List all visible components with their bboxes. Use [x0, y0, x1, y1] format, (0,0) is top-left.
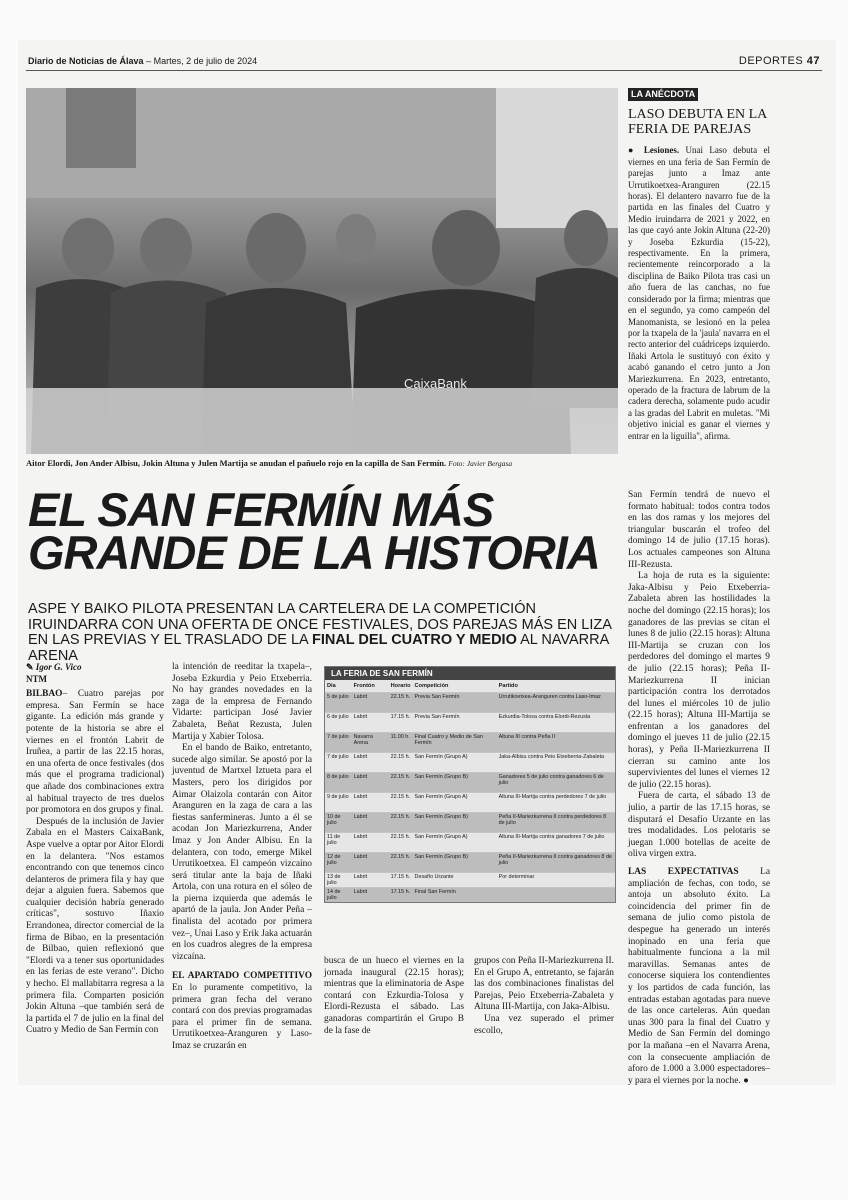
table-row	[325, 888, 615, 903]
table-cell: Peña II-Mariezkurrena II contra perdedores 8 de julio	[497, 813, 615, 833]
article-column-right	[628, 490, 770, 1087]
table-cell	[497, 888, 615, 903]
table-cell: San Fermín (Grupo A)	[413, 753, 497, 773]
col1-paragraph-1	[26, 689, 164, 817]
header-rule	[26, 70, 822, 71]
sidebar-tag: LA ANÉCDOTA	[628, 88, 698, 101]
table-cell: 11 de julio	[325, 833, 352, 853]
table-row	[325, 693, 615, 713]
table-header-row	[325, 680, 615, 693]
col1-text-1: – Cuatro parejas por empresa. San Fermín se hace gigante. La edición más grande y potente de la historia se abre el viernes en el frontón Labrit de Iruñea, a partir de las 22.15 horas, en una oferta de once festivales (dos más que el programa tradicional) que añade dos combinaciones extra al habitual trayecto de tres duelos por promotora en dos grupos y final.	[26, 689, 164, 816]
col2-paragraph-1: la intención de reeditar la txapela–, Joseba Ezkurdia y Peio Etxeberria. No hay grandes novedades en la zaga de la empresa de Fernando Vidarte: participan José Javier Zabaleta, Beñat Rezusta, Julen Martija y Xabier Tolosa.	[172, 662, 312, 742]
table-cell: Labrit	[352, 888, 389, 903]
sidebar-body: ● Lesiones. Unai Laso debuta el viernes en una feria de San Fermín de parejas junto a Imaz ante Urrutikoetxea-Aranguren (22.15 horas). El delantero navarro fue de la partida en las finales del Cuatro y Medio iruindarra de 2021 y 2022, en las que cayó ante Jokin Altuna (22-20) y Joseba Ezkurdia (15-22), respectivamente. En la primera, recientemente reincorporado a la disciplina de Baiko Pilota tras casi un año fuera de las canchas, no fue considerado por la firma; mientras que en el segundo, ya como campeón del Manomanista, se lesionó en la pelea por la txapela de la 'jaula' navarra en el recto anterior del cuádriceps izquierdo. Iñaki Artola le sustituyó con éxito y acabó ganando el cetro junto a Jon Mariezkurrena. En 2023, entretanto, operado de la fractura de labrum de la cadera derecha, solamente pudo acudir a las gradas del Labrit en muletas. "Mi objetivo inicial es ganar el viernes y entrar en la liguilla", afirma.	[628, 145, 770, 441]
table-cell: Labrit	[352, 713, 389, 733]
table-cell: Final Cuatro y Medio de San Fermín	[413, 733, 497, 753]
table-cell: Labrit	[352, 813, 389, 833]
table-cell: 13 de julio	[325, 873, 352, 888]
main-photo	[26, 88, 618, 454]
sidebar-lead: Lesiones.	[643, 145, 680, 156]
table-cell: 8 de julio	[325, 773, 352, 793]
table-row	[325, 873, 615, 888]
table-row	[325, 793, 615, 813]
table-cell: 22.15 h.	[389, 693, 413, 713]
table-body	[325, 693, 615, 903]
right-paragraph-4: LAS EXPECTATIVAS La ampliación de fechas, con todo, se antoja un absoluto éxito. La coincidencia del primer fin de semana de julio como pistola de despegue ha generado un interés inopinado en una feria que habitualmente funciona a la mil maravillas. Semanas antes de conocerse siquiera los contendientes y los partidos de cada función, las entradas estaban agotadas para nueve de las once carteleras. Aún quedan unas 300 para la final del Cuatro y Medio de San Fermín del domingo por la mañana –en el Navarra Arena, con la consecuente ampliación de aforo de 1.000 a 3.000 espectadores– y para el viernes por la noche. ●	[628, 867, 770, 1086]
table-row	[325, 853, 615, 873]
table-row	[325, 733, 615, 753]
table-cell: 14 de julio	[325, 888, 352, 903]
table-row	[325, 813, 615, 833]
table-row	[325, 833, 615, 853]
table-cell: 11.00 h.	[389, 733, 413, 753]
table-cell: Ganadores 5 de julio contra ganadores 6 de julio	[497, 773, 615, 793]
table-cell: Ezkurdia-Tolosa contra Elordi-Rezusta	[497, 713, 615, 733]
schedule-grid	[325, 680, 615, 902]
section-name: DEPORTES	[738, 55, 804, 67]
article-column-2	[172, 662, 312, 1053]
caption-text: Aitor Elordi, Jon Ander Albisu, Jokin Altuna y Julen Martija se anudan el pañuelo rojo en la capilla de San Fermín.	[26, 458, 447, 468]
table-cell: Altuna III contra Peña II	[497, 733, 615, 753]
right-text-4: La ampliación de fechas, con todo, se antoja un absoluto éxito. La coincidencia del primer fin de semana de julio como pistola de despegue ha generado un interés inopinado en una feria que habitualmente funciona a la mil maravillas. Semanas antes de conocerse siquiera los contendientes y los partidos de cada función, las entradas estaban agotadas para nueve de las once carteleras. Aún quedan unas 300 para la final del Cuatro y Medio de San Fermín del domingo por la mañana –en el Navarra Arena, con la consecuente ampliación de aforo de 1.000 a 3.000 espectadores– y para el viernes por la noche.	[628, 867, 770, 1086]
photo-caption	[26, 458, 618, 468]
table-cell: Labrit	[352, 853, 389, 873]
table-cell: 6 de julio	[325, 713, 352, 733]
table-cell: Jaka-Albisu contra Peio Etxeberria-Zabaleta	[497, 753, 615, 773]
table-cell: 9 de julio	[325, 793, 352, 813]
table-row	[325, 753, 615, 773]
sidebar-title: LASO DEBUTA EN LA FERIA DE PAREJAS	[628, 107, 767, 138]
table-row	[325, 713, 615, 733]
section-heading-competitivo: EL APARTADO COMPETITIVO	[172, 971, 312, 982]
col4-paragraph-1: grupos con Peña II-Mariezkurrena II. En el Grupo A, entretanto, se fajarán las dos combinaciones finalistas del Parejas, Peio Etxeberria-Zabaleta y Altuna III-Martija, con Jaka-Albisu.	[474, 956, 614, 1013]
table-cell: Labrit	[352, 793, 389, 813]
col2-paragraph-3	[172, 971, 312, 1052]
table-cell: 22.15 h.	[389, 773, 413, 793]
table-cell: 5 de julio	[325, 693, 352, 713]
table-cell: 12 de julio	[325, 853, 352, 873]
table-cell: 22.15 h.	[389, 853, 413, 873]
byline: ✎ Igor G. Vico	[26, 662, 82, 672]
table-cell: 7 de julio	[325, 753, 352, 773]
article-column-1	[26, 662, 164, 1037]
table-cell: Labrit	[352, 873, 389, 888]
table-cell: 17.15 h.	[389, 873, 413, 888]
table-cell: San Fermín (Grupo B)	[413, 853, 497, 873]
table-title: LA FERIA DE SAN FERMÍN	[325, 667, 615, 680]
page-header-right	[739, 55, 820, 67]
table-cell: Desafío Urzante	[413, 873, 497, 888]
right-paragraph-1: San Fermín tendrá de nuevo el formato habitual: todos contra todos en las dos ramas y los mejores del triangular buscarán el trofeo del domingo 14 de julio (17.15 horas). Los actuales campeones son Altuna III-Rezusta.	[628, 490, 770, 570]
table-cell: Labrit	[352, 753, 389, 773]
table-cell: Final San Fermín	[413, 888, 497, 903]
table-header-cell: Horario	[390, 683, 411, 689]
table-cell: San Fermín (Grupo B)	[413, 813, 497, 833]
table-cell: 10 de julio	[325, 813, 352, 833]
table-cell: Previa San Fermín	[413, 713, 497, 733]
headline-line-2: GRANDE DE LA HISTORIA	[28, 526, 600, 579]
table-cell: 22.15 h.	[389, 833, 413, 853]
headline	[28, 483, 618, 579]
table-cell: Previa San Fermín	[413, 693, 497, 713]
table-cell: San Fermín (Grupo B)	[413, 773, 497, 793]
subhead-part-1: ASPE Y BAIKO PILOTA PRESENTAN LA CARTELERA DE LA COMPETICIÓN IRUINDARRA CON UNA OFERTA DE ONCE FESTIVALES, DOS PAREJAS MÁS EN LIZA EN LAS PREVIAS Y EL TRASLADO DE LA	[28, 601, 612, 648]
issue-date: – Martes, 2 de julio de 2024	[146, 56, 258, 66]
table-cell: Navarra Arena	[352, 733, 389, 753]
headline-line-1: EL SAN FERMÍN MÁS	[28, 483, 494, 536]
table-row	[325, 773, 615, 793]
table-header-cell: Frontón	[353, 683, 375, 689]
table-cell: 22.15 h.	[389, 753, 413, 773]
subhead-part-2: AL NAVARRA ARENA	[28, 632, 609, 664]
pelotaris-photo-illustration	[26, 88, 618, 454]
page-number: 47	[806, 55, 820, 67]
table-cell: 7 de julio	[325, 733, 352, 753]
schedule-table	[324, 666, 616, 903]
table-cell: Peña II-Mariezkurrena II contra ganadores 8 de julio	[497, 853, 615, 873]
table-header-cell: Partido	[498, 683, 518, 689]
article-column-4	[474, 956, 614, 1037]
table-cell: Urrutikoetxea-Aranguren contra Laso-Imaz	[497, 693, 615, 713]
page-header-left	[28, 56, 257, 66]
newspaper-name: Diario de Noticias de Álava	[28, 56, 144, 66]
col2-text-3: En lo puramente competitivo, la primera gran fecha del verano contará con dos previas programadas para el primer fin de semana. Urrutikoetxea-Aranguren y Laso-Imaz se cruzarán en	[172, 983, 312, 1051]
col1-paragraph-2: Después de la inclusión de Javier Zabala en el Masters CaixaBank, Aspe vuelve a optar por Aitor Elordi en la delantera. "Nos estamos encontrando con que tenemos cinco delanteros de primera fila y hay que dejar a alguien fuera. Sabemos que cualquier decisión habría generado críticas", sostuvo Iñaxio Errandonea, director comercial de la firma de Bibao, en la presentación de Bilbao, quien reflexionó que "Elordi va a tener sus oportunidades en las ferias de este verano". Dicho y hecho. El mallabitarra regresa a la primera fila. Comparten posición Jokin Altuna –que también será de la partida el 7 de julio en la final del Cuatro y Medio de San Fermín con	[26, 816, 164, 1036]
table-cell: Altuna III-Martija contra perdedores 7 de julio	[497, 793, 615, 813]
article-column-3	[324, 956, 464, 1037]
table-cell: San Fermín (Grupo A)	[413, 793, 497, 813]
table-cell: 17.15 h.	[389, 713, 413, 733]
table-header-cell: Día	[327, 683, 336, 689]
agency: NTM	[26, 673, 47, 684]
right-paragraph-2: La hoja de ruta es la siguiente: Jaka-Albisu y Peio Etxeberria-Zabaleta abren las hostilidades la noche del domingo (22.15 horas); los ganadores de las previas se citan el lunes 8 de julio (22.15 horas): Altuna III-Martija se cruzan con los perdedores del domingo el martes 9 de julio (22.15 horas); Peña II-Mariezkurrena II inician participación contra los derrotados del lunes el miércoles 10 de julio (22.15 horas); Altuna III-Martija se enfrentan a los ganadores del domingo el jueves 11 de julio (22.15 horas), y Peña II-Mariezkurrena II cierran su camino ante los supervivientes del lunes el viernes 12 de julio (22.15 horas).	[628, 571, 770, 790]
sidebar-text: Unai Laso debuta el viernes en una feria de San Fermín de parejas junto a Imaz ante Urrutikoetxea-Aranguren (22.15 horas). El delantero navarro fue de la partida en las finales del Cuatro y Medio iruindarra de 2021 y 2022, en las que cayó ante Jokin Altuna (22-20) y Joseba Ezkurdia (15-22), respectivamente. En la primera, recientemente reincorporado a la disciplina de Baiko Pilota tras casi un año fuera de las canchas, no fue considerado por la firma; mientras que en el segundo, ya como campeón del Manomanista, se lesionó en la pelea por la txapela de la 'jaula' navarra en el recto anterior del cuádriceps izquierdo. Iñaki Artola le sustituyó con éxito y acabó ganando el cetro junto a Jon Mariezkurrena. En 2023, entretanto, operado de la fractura de labrum de la cadera derecha, solamente pudo acudir a las gradas del Labrit en muletas. "Mi objetivo inicial es ganar el viernes y entrar en la liguilla", afirma.	[628, 145, 770, 441]
table-cell: 22.15 h.	[389, 793, 413, 813]
anecdote-sidebar	[628, 88, 770, 442]
table-cell: 22.15 h.	[389, 813, 413, 833]
col4-paragraph-2: Una vez superado el primer escollo,	[474, 1013, 614, 1036]
table-cell: 17.15 h.	[389, 888, 413, 903]
author-name: Igor G. Vico	[35, 662, 82, 672]
table-cell: San Fermín (Grupo A)	[413, 833, 497, 853]
col3-paragraph-1: busca de un hueco el viernes en la jornada inaugural (22.15 horas); mientras que la eliminatoria de Aspe contará con Ezkurdia-Tolosa y Elordi-Rezusta el sábado. Las ganadoras compartirán el Grupo B de la fase de	[324, 956, 464, 1036]
subhead-bold: FINAL DEL CUATRO Y MEDIO	[311, 632, 517, 648]
table-cell: Labrit	[352, 833, 389, 853]
photo-credit: Foto: Javier Bergasa	[448, 459, 513, 468]
table-cell: Labrit	[352, 693, 389, 713]
col2-paragraph-2: En el bando de Baiko, entretanto, sucede algo similar. Se apostó por la juventud de Martxel Iztueta para el Masters, pero los dirigidos por Aimar Olaizola contarán con Aitor Aranguren en la zaga de cara a las fiestas sanfermineras. Junto a él se acodan Jon Mariezkurrena, Ander Imaz y Jon Ander Albisu. En la delantera, con todo, emerge Mikel Urrutikoetxea. El campeón vizcaíno será titular ante la baja de Iñaki Artola, con una rotura en el sóleo de la pierna izquierda que además le apartó de la jaula. Jon Ander Peña –finalista del acotado por primera vez–, Unai Laso y Erik Jaka actuarán en los cuadros alegres de la empresa vizcaína.	[172, 743, 312, 962]
dateline: BILBAO	[26, 689, 63, 700]
right-paragraph-3: Fuera de carta, el sábado 13 de julio, a partir de las 17.15 horas, se disputará el Desafío Urzante en las tres modalidades. Los pelotaris se juegan 1.000 botellas de aceite de oliva virgen extra.	[628, 791, 770, 860]
table-header-cell: Competición	[414, 683, 449, 689]
table-cell: Altuna III-Martija contra ganadores 7 de julio	[497, 833, 615, 853]
table-cell: Por determinar	[497, 873, 615, 888]
section-heading-expectativas: LAS EXPECTATIVAS	[628, 867, 739, 877]
subheadline	[28, 602, 618, 664]
shirt-logo-text: CaixaBank	[404, 376, 467, 391]
table-cell: Labrit	[352, 773, 389, 793]
